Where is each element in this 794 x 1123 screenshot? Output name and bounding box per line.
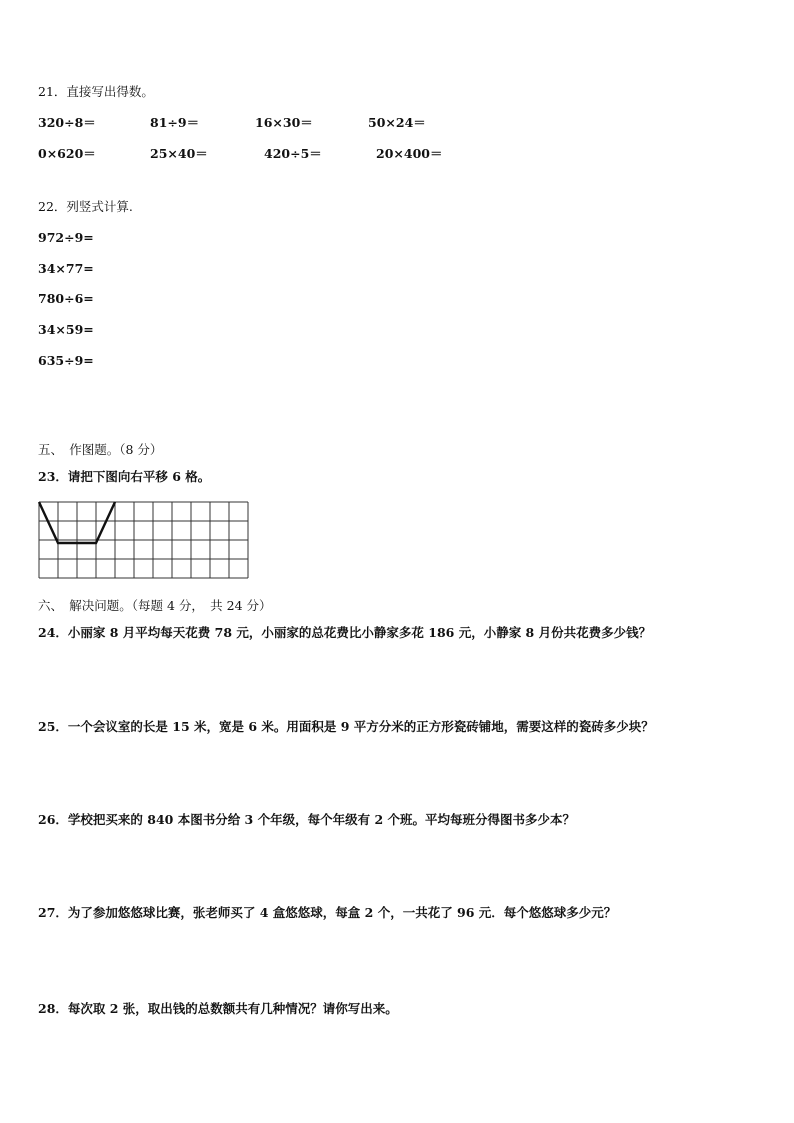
q21-calc-3: 16×30＝ bbox=[255, 115, 313, 130]
q22-item-4: 34×59= bbox=[38, 322, 94, 337]
q22-item-2: 34×77= bbox=[38, 261, 94, 276]
q25-text: 25．一个会议室的长是 15 米，宽是 6 米。用面积是 9 平方分米的正方形瓷砖铺地，需要这样的瓷砖多少块？ bbox=[38, 719, 654, 734]
q21-calc-1: 320÷8＝ bbox=[38, 115, 96, 130]
q22-item-5: 635÷9= bbox=[38, 353, 94, 368]
translation-grid-figure bbox=[38, 501, 250, 591]
q24-text: 24．小丽家 8 月平均每天花费 78 元，小丽家的总花费比小静家多花 186 元，小静家 8 月份共花费多少钱？ bbox=[38, 625, 652, 640]
q21-calc-8: 20×400＝ bbox=[376, 146, 443, 161]
q22-item-1: 972÷9= bbox=[38, 230, 94, 245]
grid-lines bbox=[39, 502, 248, 578]
q21-calc-6: 25×40＝ bbox=[150, 146, 208, 161]
section6-heading: 六、 解决问题。（每题 4 分， 共 24 分） bbox=[38, 598, 272, 613]
q21-calc-7: 420÷5＝ bbox=[264, 146, 322, 161]
q21-calc-5: 0×620＝ bbox=[38, 146, 96, 161]
q21-calc-2: 81÷9＝ bbox=[150, 115, 200, 130]
q21-title: 21．直接写出得数。 bbox=[38, 84, 154, 99]
q21-calc-4: 50×24＝ bbox=[368, 115, 426, 130]
q28-text: 28．每次取 2 张，取出钱的总数额共有几种情况？请你写出来。 bbox=[38, 1001, 398, 1016]
q26-text: 26．学校把买来的 840 本图书分给 3 个年级，每个年级有 2 个班。平均每班分得图书多少本？ bbox=[38, 812, 575, 827]
q27-text: 27．为了参加悠悠球比赛，张老师买了 4 盒悠悠球，每盒 2 个，一共花了 96 元．每个悠悠球多少元？ bbox=[38, 905, 617, 920]
section5-heading: 五、 作图题。（8 分） bbox=[38, 442, 163, 457]
q22-title: 22．列竖式计算. bbox=[38, 199, 133, 214]
q23-text: 23．请把下图向右平移 6 格。 bbox=[38, 469, 211, 484]
q22-item-3: 780÷6= bbox=[38, 291, 94, 306]
